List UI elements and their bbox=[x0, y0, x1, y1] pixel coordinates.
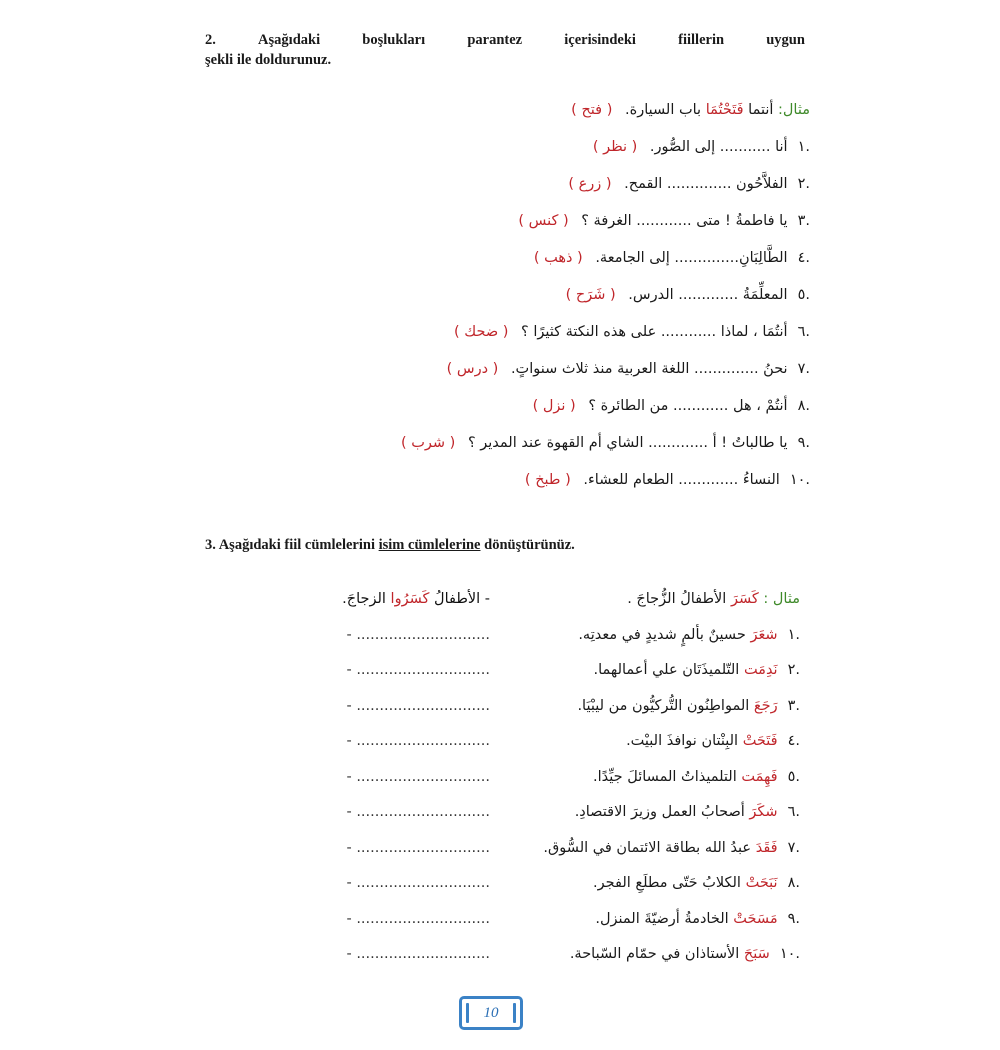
s2-title-word: fiillerin bbox=[678, 32, 725, 48]
s2-item-row bbox=[250, 388, 810, 425]
item-sentence: أنا ........... إلى الصُّور. bbox=[649, 139, 788, 155]
s2-item-row bbox=[250, 351, 810, 388]
item-number: .٢ bbox=[797, 176, 810, 192]
s2-item-row bbox=[250, 203, 810, 240]
item-sentence: المعلِّمَةُ ............. الدرس. bbox=[628, 287, 788, 303]
item-root: ( نزل ) bbox=[532, 398, 576, 414]
example-root: ( فتح ) bbox=[571, 102, 613, 118]
item-number: .٩ bbox=[787, 910, 800, 927]
s3-example-row bbox=[280, 582, 800, 618]
s3-item-sentence bbox=[570, 937, 800, 973]
item-sentence: أنتُمْ ، هل ............ من الطائرة ؟ bbox=[588, 398, 788, 414]
item-number: .٤ bbox=[787, 733, 800, 749]
section-2-instruction bbox=[205, 30, 805, 70]
example-rest: الأطفالُ الزُّجاجَ . bbox=[627, 591, 727, 607]
item-sentence: الطَّالِبَانِ.............. إلى الجامعة. bbox=[595, 250, 788, 266]
s2-item-row bbox=[250, 277, 810, 314]
item-number: .٦ bbox=[787, 804, 800, 820]
item-number: .٧ bbox=[787, 839, 800, 856]
s3-item-row bbox=[280, 866, 800, 902]
item-number: .٢ bbox=[787, 662, 800, 678]
item-number: .٨ bbox=[787, 875, 800, 891]
answer-blank[interactable]: ............................. - bbox=[346, 733, 490, 749]
s3-item-row bbox=[280, 902, 800, 938]
s3-item-sentence bbox=[595, 902, 800, 938]
item-sentence: يا فاطمةُ ! متى ............ الغرفة ؟ bbox=[581, 213, 788, 229]
s3-item-row bbox=[280, 724, 800, 760]
s2-title-word: boşlukları bbox=[362, 32, 426, 48]
s3-item-sentence bbox=[593, 866, 800, 902]
item-number: .٣ bbox=[797, 213, 810, 229]
item-number: .٨ bbox=[797, 398, 810, 414]
s2-title-line2: şekli ile doldurunuz. bbox=[205, 52, 332, 68]
answer-blank[interactable]: ............................. - bbox=[346, 697, 490, 714]
s2-item-row bbox=[250, 166, 810, 203]
item-root: ( كنس ) bbox=[518, 213, 569, 229]
section-3-exercises bbox=[280, 582, 800, 973]
s3-item-sentence bbox=[543, 831, 800, 867]
answer-blank[interactable]: ............................. - bbox=[346, 839, 490, 856]
item-sentence: نحنُ .............. اللغة العربية منذ ثلاث سنواتٍ. bbox=[510, 361, 788, 377]
item-rest: التّلميذَتَان علي أعمالهما. bbox=[593, 662, 740, 678]
s2-item-row bbox=[250, 240, 810, 277]
s3-item-row bbox=[280, 653, 800, 689]
item-number: .٥ bbox=[787, 768, 800, 785]
item-rest: الكلابُ حَتّى مطلَعِ الفجر. bbox=[593, 875, 741, 891]
item-number: .٤ bbox=[797, 250, 810, 266]
s2-example-row bbox=[250, 92, 810, 129]
s3-example-sentence bbox=[627, 582, 800, 618]
s3-item-row bbox=[280, 831, 800, 867]
item-number: .١٠ bbox=[779, 946, 800, 962]
s3-item-sentence bbox=[593, 760, 800, 796]
item-root: ( زرع ) bbox=[568, 176, 612, 192]
answer-rest: الزجاجَ. bbox=[342, 591, 386, 607]
example-label: مثال: bbox=[778, 102, 810, 118]
item-verb: مَسَحَتْ bbox=[733, 910, 778, 927]
s3-item-row bbox=[280, 795, 800, 831]
item-sentence: يا طالباتُ ! أ ............. الشاي أم القهوة عند المدير ؟ bbox=[467, 435, 788, 451]
item-root: ( درس ) bbox=[446, 361, 499, 377]
item-root: ( ذهب ) bbox=[533, 250, 583, 266]
item-rest: حسينٌ بألمٍ شديدٍ في معدتِه. bbox=[578, 626, 746, 643]
item-root: ( ضحك ) bbox=[453, 324, 509, 340]
item-number: .١٠ bbox=[789, 472, 810, 488]
item-root: ( طبخ ) bbox=[524, 472, 571, 488]
s2-item-row bbox=[250, 425, 810, 462]
answer-blank[interactable]: ............................. - bbox=[346, 804, 490, 820]
item-verb: فَهِمَت bbox=[741, 768, 778, 785]
item-root: ( نظر ) bbox=[592, 139, 638, 155]
item-number: .١ bbox=[787, 626, 800, 643]
s3-title-pre: 3. Aşağıdaki fiil cümlelerini bbox=[205, 537, 379, 553]
item-verb: نَبَحَتْ bbox=[745, 875, 778, 891]
item-rest: التلميذاتُ المسائلَ جيِّدًا. bbox=[593, 768, 737, 785]
section-3-instruction bbox=[205, 537, 575, 554]
item-number: .٧ bbox=[797, 361, 810, 377]
item-verb: شكَرَ bbox=[749, 804, 778, 820]
s2-title-word: içerisindeki bbox=[564, 32, 636, 48]
s3-item-sentence bbox=[593, 653, 800, 689]
s3-item-row bbox=[280, 689, 800, 725]
item-root: ( شرب ) bbox=[400, 435, 456, 451]
s3-item-sentence bbox=[575, 795, 800, 831]
item-number: .٣ bbox=[787, 697, 800, 714]
s3-example-answer bbox=[280, 582, 490, 618]
s2-title-word: Aşağıdaki bbox=[258, 32, 321, 48]
example-text-after: باب السيارة. bbox=[624, 102, 702, 118]
item-verb: نَدِمَت bbox=[743, 662, 778, 678]
s2-item-row bbox=[250, 129, 810, 166]
item-sentence: النساءُ ............. الطعام للعشاء. bbox=[583, 472, 780, 488]
item-number: .٥ bbox=[797, 287, 810, 303]
item-number: .٩ bbox=[797, 435, 810, 451]
s3-item-sentence bbox=[577, 689, 800, 725]
s3-title-post: dönüştürünüz. bbox=[480, 537, 575, 553]
item-verb: سَبَحَ bbox=[743, 946, 770, 962]
s2-title-word: 2. bbox=[205, 32, 216, 48]
item-root: ( شَرَح ) bbox=[565, 287, 616, 303]
item-sentence: أنتُمَا ، لماذا ............ على هذه النكتة كثيرًا ؟ bbox=[521, 324, 788, 340]
item-rest: المواطِنُون التُّركيُّون من ليبْيَا. bbox=[577, 697, 750, 714]
s3-item-row bbox=[280, 937, 800, 973]
s3-item-row bbox=[280, 760, 800, 796]
example-label: مثال : bbox=[763, 591, 800, 607]
s3-item-sentence bbox=[626, 724, 800, 760]
s3-item-sentence bbox=[578, 618, 800, 654]
answer-blank[interactable]: ............................. - bbox=[346, 875, 490, 891]
s2-title-word: parantez bbox=[467, 32, 523, 48]
s2-item-row bbox=[250, 462, 810, 499]
answer-prefix: - الأطفالُ bbox=[434, 591, 490, 607]
item-sentence: الفلاَّحُون .............. القمح. bbox=[624, 176, 788, 192]
item-verb: فَتَحَتْ bbox=[742, 733, 778, 749]
item-rest: البِنْتان نوافذَ البيْت. bbox=[626, 733, 739, 749]
item-verb: رَجَعَ bbox=[753, 697, 778, 714]
page-number: 10 bbox=[483, 1004, 499, 1021]
answer-verb: كَسَرُوا bbox=[390, 591, 430, 607]
item-rest: الخادمةُ أرضيّةَ المنزل. bbox=[595, 910, 729, 927]
s2-title-word: uygun bbox=[766, 32, 805, 48]
item-verb: فَقَدَ bbox=[755, 839, 778, 856]
section-2-exercises bbox=[250, 92, 810, 499]
answer-blank[interactable]: ............................. - bbox=[346, 910, 490, 927]
answer-blank[interactable]: ............................. - bbox=[346, 768, 490, 785]
s2-item-row bbox=[250, 314, 810, 351]
answer-blank[interactable]: ............................. - bbox=[346, 946, 490, 962]
item-rest: عبدُ الله بطاقة الائتمان في السُّوق. bbox=[543, 839, 752, 856]
item-number: .٦ bbox=[797, 324, 810, 340]
item-rest: الأستاذان في حمّام السّباحة. bbox=[569, 946, 740, 962]
example-verb: كَسَرَ bbox=[730, 591, 759, 607]
answer-blank[interactable]: ............................. - bbox=[346, 662, 490, 678]
example-text-before: أنتما bbox=[748, 102, 774, 118]
item-verb: شعَرَ bbox=[750, 626, 778, 643]
s3-item-row bbox=[280, 618, 800, 654]
item-rest: أصحابُ العمل وزيرَ الاقتصادِ. bbox=[574, 804, 745, 820]
example-verb: فَتَحْتُمَا bbox=[705, 102, 744, 118]
page-number-badge bbox=[459, 996, 523, 1030]
s3-title-underlined: isim cümlelerine bbox=[378, 537, 481, 553]
answer-blank[interactable]: ............................. - bbox=[346, 626, 490, 643]
item-number: .١ bbox=[797, 139, 810, 155]
